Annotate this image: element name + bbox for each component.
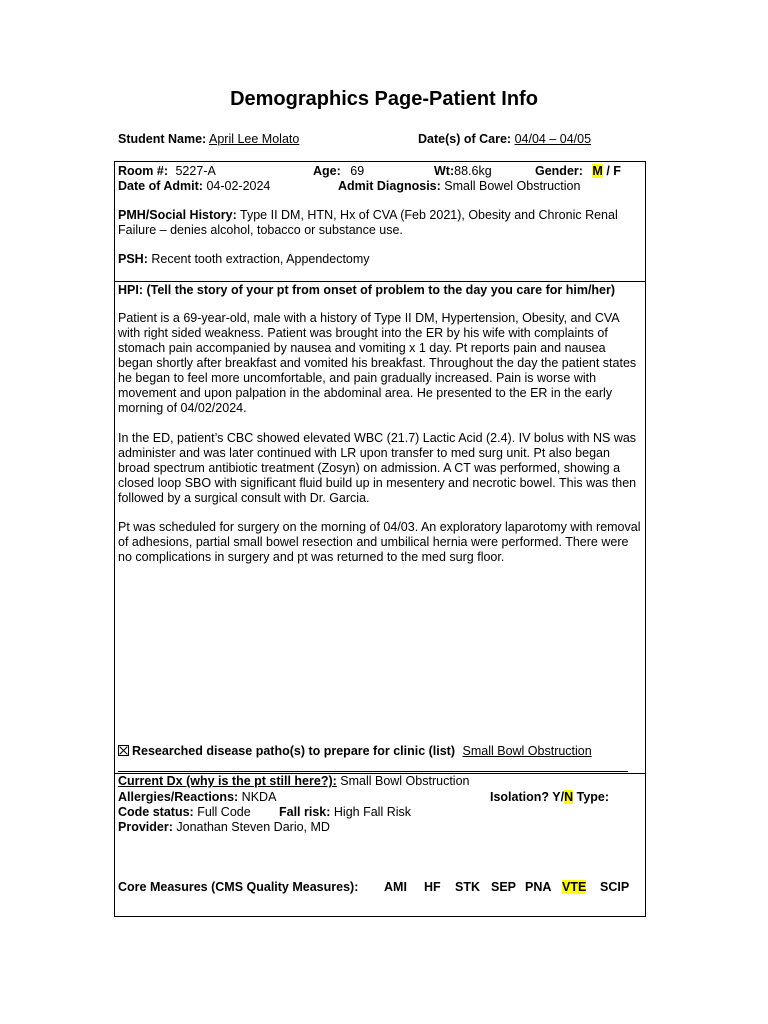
isolation-field: Isolation? Y/N Type: [490, 790, 610, 804]
hpi-paragraph-1: Patient is a 69-year-old, male with a history of Type II DM, Hypertension, Obesity, and CVA with right sided weakness. Patient was brought into the ER by his wife with complaints of stomach pain accompanied by nausea and vomiting x 1 day. Pt reports pain and nausea began shortly after breakfast and vomited his breakfast. Throughout the day the patient states he began to feel more uncomfortable, and pain gradually increased. Pain is worse with movement and upon palpation in the abdominal area. He presented to the ER in the early morning of 04/02/2024. [118, 311, 637, 415]
room-value: 5227-A [175, 164, 216, 178]
measure-scip: SCIP [600, 880, 630, 894]
dates-of-care-label: Date(s) of Care: [418, 132, 512, 146]
dates-of-care-value: 04/04 – 04/05 [514, 132, 592, 146]
isolation-n-selected: N [564, 790, 574, 804]
dates-of-care-line [418, 132, 591, 146]
fall-risk-value: High Fall Risk [333, 805, 412, 819]
gender-f-option: / F [606, 164, 621, 178]
pmh-social-history: PMH/Social History: Type II DM, HTN, Hx of CVA (Feb 2021), Obesity and Chronic Renal Failure – denies alcohol, tobacco or substance use. [118, 208, 618, 237]
student-name-label: Student Name: [118, 132, 207, 146]
weight-value: 88.6kg [454, 164, 492, 178]
weight-field: Wt:88.6kg [434, 164, 492, 178]
code-status-value: Full Code [197, 805, 251, 819]
provider-value: Jonathan Steven Dario, MD [176, 820, 330, 834]
admit-date-field: Date of Admit: 04-02-2024 [118, 179, 271, 193]
fall-risk-field: Fall risk: High Fall Risk [279, 805, 412, 819]
measure-ami: AMI [384, 880, 407, 894]
allergies-value: NKDA [241, 790, 277, 804]
gender-field: Gender: M / F [535, 164, 621, 178]
code-status-field: Code status: Full Code [118, 805, 251, 819]
measure-sep: SEP [491, 880, 517, 894]
page-title: Demographics Page-Patient Info [230, 88, 538, 110]
researched-patho-value: Small Bowl Obstruction [462, 744, 592, 758]
psh-value: Recent tooth extraction, Appendectomy [151, 252, 370, 266]
hpi-heading: HPI: (Tell the story of your pt from onset of problem to the day you care for him/her) [118, 283, 616, 297]
researched-underline [118, 771, 628, 772]
pmh-value: Type II DM, HTN, Hx of CVA (Feb 2021), Obesity and Chronic Renal Failure – denies alcohol, tobacco or substance use. [118, 208, 618, 237]
hpi-paragraph-3: Pt was scheduled for surgery on the morning of 04/03. An exploratory laparotomy with removal of adhesions, partial small bowel resection and umbilical hernia were performed. There were no complications in surgery and pt was returned to the med surg floor. [118, 520, 641, 564]
age-value: 69 [350, 164, 365, 178]
core-measures-label: Core Measures (CMS Quality Measures): [118, 880, 359, 894]
psh-field: PSH: Recent tooth extraction, Appendectomy [118, 252, 370, 266]
researched-patho-field [118, 744, 592, 759]
student-name-value: April Lee Molato [209, 132, 300, 146]
current-dx-value: Small Bowl Obstruction [340, 774, 470, 788]
current-dx-label: Current Dx (why is the pt still here?): [118, 774, 337, 788]
student-name-line [118, 132, 299, 146]
divider-demographics [114, 281, 646, 282]
gender-m-selected: M [592, 164, 603, 178]
checked-checkbox-icon[interactable] [118, 745, 129, 756]
measure-hf: HF [424, 880, 441, 894]
room-field: Room #: 5227-A [118, 164, 216, 178]
admit-date-value: 04-02-2024 [206, 179, 271, 193]
allergies-field: Allergies/Reactions: NKDA [118, 790, 277, 804]
researched-patho-label: Researched disease patho(s) to prepare for clinic (list) [132, 744, 456, 758]
provider-field: Provider: Jonathan Steven Dario, MD [118, 820, 330, 834]
measure-pna: PNA [525, 880, 552, 894]
measure-stk: STK [455, 880, 480, 894]
measure-vte-selected: VTE [562, 880, 587, 894]
current-dx-field [118, 774, 469, 789]
admit-diagnosis-value: Small Bowel Obstruction [444, 179, 581, 193]
isolation-type-label: Type: [576, 790, 610, 804]
hpi-paragraph-2: In the ED, patient’s CBC showed elevated WBC (21.7) Lactic Acid (2.4). IV bolus with NS was administer and was later continued with LR upon transfer to med surg unit. Pt also began broad spectrum antibiotic treatment (Zosyn) on admission. A CT was performed, showing a closed loop SBO with significant fluid build up in mesentery and necrotic bowel. This was then followed by a surgical consult with Dr. Garcia. [118, 431, 637, 505]
age-field: Age: 69 [313, 164, 365, 178]
admit-diagnosis-field: Admit Diagnosis: Small Bowel Obstruction [338, 179, 581, 193]
